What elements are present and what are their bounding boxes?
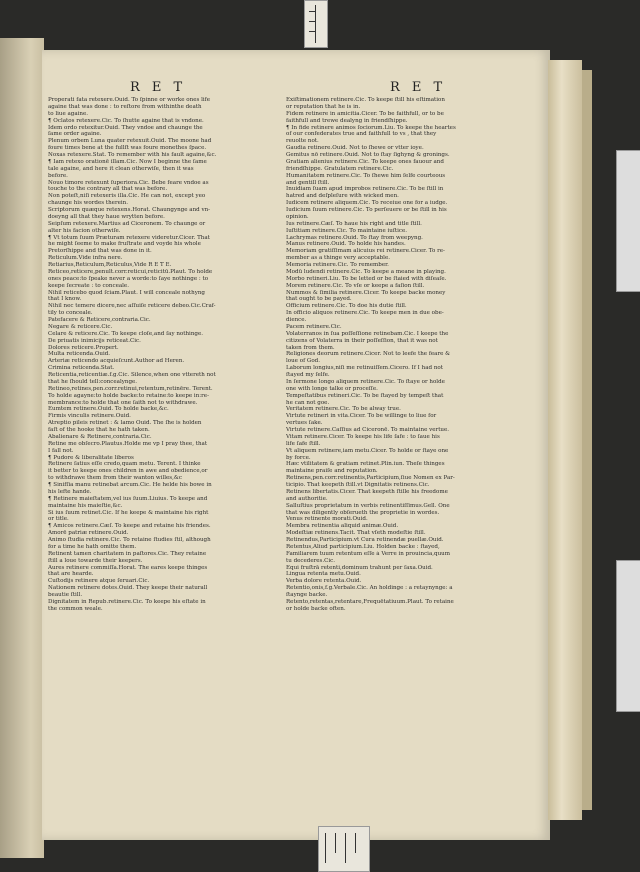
text-line: Plenum orbem Luna quater retexuit.Ouid. The moone had xyxy=(48,138,212,145)
text-line: before. xyxy=(48,172,68,179)
text-line: Modū ludendi retinere.Cic. To keepe a meane in playing. xyxy=(286,268,446,275)
text-line: ſame order againe. xyxy=(48,131,102,138)
text-line: Familiarem tuum retentum eſſe à Verre in prouincia,quum xyxy=(286,550,450,557)
text-line: ¶ Vt totum ſuum Præturam retexere videretur.Cicer. That xyxy=(48,234,210,241)
text-line: Aures retinere commiſſa.Horat. The eares keepe thinges xyxy=(48,564,208,571)
text-line: ¶ Pudore & liberalitate liberos xyxy=(48,454,134,461)
text-line: of our confederates true and faithfull to vs , that they xyxy=(286,131,437,138)
text-line: ¶ In fide retinere animos ſociorum.Liu. To keepe the heartes xyxy=(286,124,456,131)
text-line: Retento,retentas,retentare,Frequētatiuum.Plaut. To retaine xyxy=(286,598,454,605)
text-line: life ſafe ſtill. xyxy=(286,440,321,447)
text-line: againe that was done : to reſtore from withinthe death xyxy=(48,103,202,110)
text-line: Salluſtius proprietatum in verbis retinentiſſimus.Gell. One xyxy=(286,502,450,509)
text-line: Inuidiam ſuam apud improbos retinere.Cic. To be ſtill in xyxy=(286,186,444,193)
measuring-scale-right-lower xyxy=(616,560,640,712)
text-line: by force. xyxy=(286,454,311,461)
text-line: that I know. xyxy=(48,296,82,303)
text-line: to withdrawe them from their wanton willes,&c xyxy=(48,475,182,482)
text-line: Ius retinere.Cæſ. To haue his right and title ſtill. xyxy=(286,220,422,227)
text-line: or title. xyxy=(48,516,69,523)
text-line: Modeſtiæ retinens.Tacit. That vſeth modeſtie ſtill. xyxy=(286,530,426,537)
left-page-edge xyxy=(0,38,44,858)
text-line: chaunge his wordes therein. xyxy=(48,200,128,207)
text-line: Religiones deorum retinere.Cicer. Not to leefe the feare & xyxy=(286,351,451,358)
text-line: that he ſhould tell:concealynge. xyxy=(48,378,138,385)
text-line: Hæc vtilitatem & gratiam retinet.Plin.iun. Theſe thinges xyxy=(286,461,445,468)
text-line: Memoria retinere.Cic. To remember. xyxy=(286,262,389,268)
text-line: Nummos & ſimilia retinere.Cicer. To keepe backe money xyxy=(286,289,446,296)
text-line: Iudicem retinere aliquem.Cic. To receiue one for a iudge. xyxy=(286,200,448,207)
text-line: Crimina reticenda.Stat. xyxy=(48,365,115,372)
text-line: Lachrymas retinere.Ouid. To ſtay from weepyng. xyxy=(286,234,423,241)
text-line: reuolte not. xyxy=(286,138,319,145)
text-line: for a time he hath omitte them. xyxy=(48,543,137,550)
text-line: Multa reticenda.Ouid. xyxy=(48,351,111,358)
text-line: Gaudia retinere.Ouid. Not to ſhewe or vtter ioye. xyxy=(286,145,424,152)
text-line: that ought to be payed. xyxy=(286,296,352,303)
text-line: Scriptorum quæque retexens.Horat. Chaungynge and vn- xyxy=(48,207,211,213)
text-line: Non poteſt,niſi retexeris illa.Cic. He can not, except yeo xyxy=(48,193,206,200)
text-line: Memoriam gratiſſimam alicuius rei retinere.Cicer. To re- xyxy=(286,248,445,255)
text-line: or holde backe often. xyxy=(286,605,346,612)
text-line: Dignitatem in Repub.retinere.Cic. To keepe his eſtate in xyxy=(48,598,206,605)
text-line: Retinendus,Participium.vt Cura retinendæ puellæ.Ouid. xyxy=(286,537,444,543)
text-line: Pacem retinere.Cic. xyxy=(286,323,342,330)
text-line: Celare & reticere.Cic. To keepe cloſe,and ſay nothinge. xyxy=(48,330,204,337)
text-line: ſtill a loue towarde their keepers. xyxy=(48,557,143,564)
text-line: Vt aliquem retinere,iam metu.Cicer. To holde or ſtaye one xyxy=(286,447,449,454)
text-line: Retinent tamen charitatem in paſtores.Cic. They retaine xyxy=(48,550,207,557)
text-line: Reticulum.Vide infra nere. xyxy=(48,255,123,262)
text-line: he can not goe. xyxy=(286,399,330,406)
text-line: Nihil nec temere dicere,nec aſſuiſe reticere debeo.Cic.Craf- xyxy=(48,303,216,310)
text-line: Gratiam alienius retinere.Cic. To keepe ones fauour and xyxy=(286,158,444,165)
text-line: Dolores reticere.Propert. xyxy=(48,344,119,351)
text-line: Pretorſhippe and that was done in it. xyxy=(48,248,152,255)
text-line: Vitam retinere.Cicer. To keepe his life ſafe : to ſaue his xyxy=(286,433,440,440)
text-line: Eumtem retinere.Ouid. To holde backe,&c. xyxy=(48,406,169,413)
text-line: Virtute retineri in vita.Cicer. To be willinge to liue for xyxy=(286,413,437,420)
text-line: alter his facion otherwiſe. xyxy=(48,227,121,234)
text-line: Retinere ſatius eſſe credo,quam metu. Terent. I thinke xyxy=(48,461,201,468)
text-line: Fidem retinere in amicitia.Cicer. To be faithfull, or to be xyxy=(286,110,444,117)
text-line: ¶ Retinere maieſtatem,vel ius ſuum.Liuius. To keepe and xyxy=(48,495,208,502)
text-line: In officio aliquos retinere.Cic. To keepe men in due obe- xyxy=(286,310,444,317)
text-line: Cuſtodijs retinere atque ſeruari.Cic. xyxy=(48,578,150,585)
text-line: ¶ Iam retexo orationē illam.Cic. Now I beginne the ſame xyxy=(48,158,207,165)
text-line: opinion. xyxy=(286,213,309,220)
text-line: Nihil reticebo quod ſciam.Plaut. I will conceale nothyng xyxy=(48,289,205,296)
text-line: Retentio,onis,f.g.Verbale.Cic. An holdinge : a retaynynge: a xyxy=(286,585,453,592)
text-line: Negare & reticere.Cic. xyxy=(48,323,113,330)
text-line: Manus retinere.Ouid. To holde his handes. xyxy=(286,241,406,248)
text-line: beautie ſtill. xyxy=(48,592,83,598)
text-line: loue of God. xyxy=(286,358,320,365)
text-line: keepe ſecreate : to conceale. xyxy=(48,282,129,289)
text-line: his lefte hande. xyxy=(48,488,92,495)
text-line: and authoritie. xyxy=(286,495,328,502)
text-line: Nationem retinere dotes.Ouid. They keepe their naturall xyxy=(48,585,208,592)
text-line: Virtute retinere.Caſſius ad Ciceronē. To maintaine vertue. xyxy=(286,427,450,433)
measuring-scale-right-upper xyxy=(616,150,640,292)
text-line: tale againe, and here it clean otherwiſe, then it was xyxy=(48,165,194,172)
running-header-left: R E T xyxy=(130,80,187,95)
text-line: Gemitus nō retinere.Ouid. Not to ſtay ſighyng & gronings. xyxy=(286,152,450,158)
text-line: tu decederes.Cic. xyxy=(286,557,336,564)
text-line: one with longe talke or proceſſe. xyxy=(286,385,378,392)
text-line: In ſermone longo aliquem retinere.Cic. To ſtaye or holde xyxy=(286,378,445,385)
text-line: Reticeo,reticere,penult.corr.reticui,reticitū.Plaut. To holde xyxy=(48,268,213,275)
text-line: touche to the contrary all that was before. xyxy=(48,186,168,193)
text-line: ſtayed my ſelfe. xyxy=(286,372,330,378)
text-line: maintaine his maieſtie,&c. xyxy=(48,502,123,509)
text-line: Idem ordo retexitur.Ouid. They vndoe and chaunge the xyxy=(48,124,203,131)
text-line: Iudicium ſuum retinere.Cic. To perſeuere or be ſtill in his xyxy=(286,207,447,213)
text-line: Volaterranos in ſua poſſeſſione retinebam.Cic. I keepe the xyxy=(286,330,449,337)
text-line: to liue againe. xyxy=(48,110,89,117)
text-line: it better to keepe ones children in awe and obedience,or xyxy=(48,468,208,475)
text-line: Verba dolore retenta.Ouid. xyxy=(286,578,362,585)
text-line: Firmis vinculis retinere.Ouid. xyxy=(48,413,131,420)
text-line: Morbo retineri.Liu. To be letted or be ſtaied with diſeaſe. xyxy=(286,275,447,282)
text-line: friendſhippe. Gratulatem retinere.Cic. xyxy=(286,165,394,172)
text-line: he might ſeeme to make fruſtrate and voyde his whole xyxy=(48,241,201,248)
text-line: faſt of the hooke that he hath taken. xyxy=(48,427,150,433)
text-line: doeyng all that they haue wrytten before. xyxy=(48,213,165,220)
text-line: citizens of Volaterra in their poſſeſſion, that it was not xyxy=(286,337,438,344)
text-line: Seipſum retexere.Martius ad Ciceronem. To chaunge or xyxy=(48,220,206,227)
text-line: Nouo timore retexunt ſuperiora.Cic. Bebe feare vndoe as xyxy=(48,179,209,186)
text-line: Patefacere & Reticere,contraria.Cic. xyxy=(48,317,151,323)
text-line: Abalienare & Retinere,contraria.Cic. xyxy=(48,433,152,440)
text-line: vertues ſake. xyxy=(286,420,323,427)
measuring-scale-top xyxy=(304,0,328,48)
text-line: the common weale. xyxy=(48,605,103,612)
text-line: Lingua retenta metu.Ouid. xyxy=(286,571,361,578)
text-line: taken from them. xyxy=(286,344,335,351)
text-line: ¶ Amicos retinere.Cæſ. To keepe and retaine his friendes. xyxy=(48,523,211,530)
text-line: I fall not. xyxy=(48,447,74,454)
left-column xyxy=(48,97,280,613)
text-line: Properati fata retexere.Ouid. To ſpinne or worke ones life xyxy=(48,97,210,103)
text-line: Membra retinentia aliquid animæ.Ouid. xyxy=(286,523,399,530)
text-line: Iuſtitiam retinere.Cic. To maintaine iuſtice. xyxy=(286,227,408,234)
text-line: Atreptio pileis retinet : & lamo Ouid. The ſhe is holden xyxy=(48,420,202,427)
text-line: Equi fruſtrā retenti,dominum trahunt per ſaxa.Ouid. xyxy=(286,564,433,571)
text-line: that are hearde. xyxy=(48,571,94,578)
text-line: Tempeſtatibus retineri.Cic. To be ſtayed by tempeſt that xyxy=(286,392,444,399)
text-line: Amorē patriæ retinere.Ouid. xyxy=(48,530,129,537)
text-line: Morem retinere.Cic. To vſe or keepe a faſion ſtill. xyxy=(286,282,425,289)
text-line: Retine me obſecro.Plautus.Holde me vp I pray thee, that xyxy=(48,440,208,447)
text-line: Retinens,pen.corr.retinentis,Participium,ſiue Nomen ex Par- xyxy=(286,475,455,482)
text-line: hatred and deſpleſure with wicked men. xyxy=(286,193,399,200)
text-line: and gentill ſtill. xyxy=(286,179,330,186)
text-line: Laborum longius,niſi me retinuiſſem.Cicero. If I had not xyxy=(286,365,443,372)
text-line: Humanitatem retinere.Cic. To ſhewe him ſelfe courteous xyxy=(286,172,446,179)
running-header-right: R E T xyxy=(390,80,447,95)
text-line: ones peace:to ſpeake never a worde:to ſaye nothinge : to xyxy=(48,275,209,282)
text-line: foure times bene at the fullſt was foure monethes ſpace. xyxy=(48,145,207,152)
right-column xyxy=(286,97,542,613)
text-line: To holde agayne:to holde backe:to retaine:to keepe in:re- xyxy=(48,392,209,399)
text-line: Arteriæ reticendo acquieſcunt.Author ad Heren. xyxy=(48,358,185,365)
text-line: Si ius ſuum retinet.Cic. If he keepe & maintaine his right xyxy=(48,509,209,516)
text-line: Retentus,Aliud participium.Liu. Holden backe : ſtayed, xyxy=(286,543,440,550)
text-line: faithfull and trewe dealyng in friendſhippe. xyxy=(286,117,408,124)
text-line: Retinens libertatis.Cicer. That keepeth ſtille his freedome xyxy=(286,488,448,495)
text-line: Retiarius,Reticulum,Reticulus,Vide R E T E. xyxy=(48,262,172,268)
text-line: ¶ Sinifſia manu retinebat arcum.Cic. He helde his bowe in xyxy=(48,482,212,488)
text-line: member as a thinge very acceptable. xyxy=(286,255,391,262)
text-line: Noxas retexere.Stat. To remember with his fault againe,&c. xyxy=(48,152,217,158)
text-line: ¶ Oclatos retexere.Cic. To ſhutte againe that is vndone. xyxy=(48,117,204,124)
text-line: Exiſtimationem retinere.Cic. To keepe ſtill his eſtimation xyxy=(286,97,445,103)
text-line: ſtaynge backe. xyxy=(286,592,328,598)
text-line: Reticentia,reticentiæ.f.g.Cic. Silence,when one vttereth not xyxy=(48,372,216,378)
text-line: Veritatem retinere.Cic. To be alway true. xyxy=(286,406,401,413)
text-line: ticipio. That keepeth ſtill.vt Dignitatis retinens.Cic. xyxy=(286,482,430,488)
text-line: Officium retinere.Cic. To doe his dutie ſtill. xyxy=(286,303,407,310)
text-line: maintaine praiſe and reputation. xyxy=(286,468,378,475)
measuring-scale-bottom xyxy=(318,826,370,872)
text-line: Retineo,retines,pen.corr.retinui,retentum,retinēre. Terent. xyxy=(48,385,213,392)
text-line: dience. xyxy=(286,317,307,323)
text-line: tily to conceale. xyxy=(48,310,93,317)
text-line: Animo ſtudia retinere.Cic. To retaine ſtudies ſtil, although xyxy=(48,537,211,543)
text-line: that was diligently obſerueth the proprietie in wordes. xyxy=(286,509,440,516)
text-line: membrance:to holde that one ſaith not to withdrawe. xyxy=(48,399,198,406)
text-line: De priuatis inimicijs reticeat.Cic. xyxy=(48,337,141,344)
text-line: Venus retinente morati.Ouid. xyxy=(286,516,368,523)
page-block-edge xyxy=(548,60,582,820)
text-line: or reputation that he is in. xyxy=(286,103,361,110)
book-cover-edge xyxy=(582,70,592,810)
